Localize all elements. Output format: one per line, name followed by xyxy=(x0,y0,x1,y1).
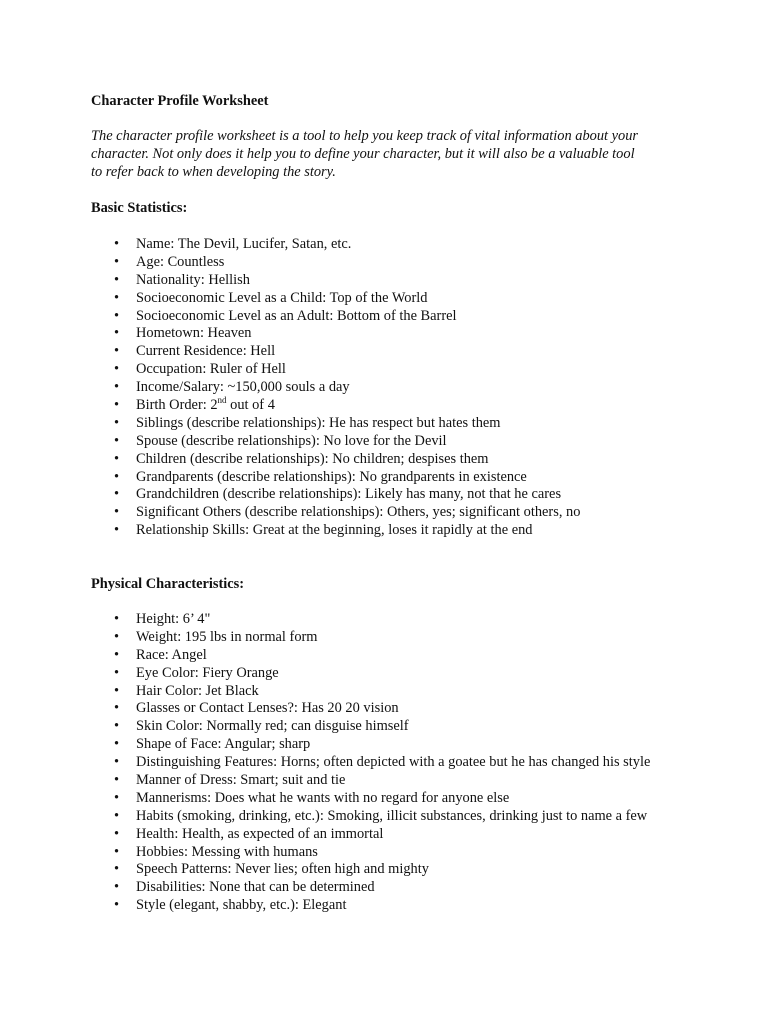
list-item-text: Mannerisms: Does what he wants with no regard for anyone else xyxy=(136,789,510,806)
list-item-text: Glasses or Contact Lenses?: Has 20 20 vision xyxy=(136,700,399,717)
intro-paragraph xyxy=(91,128,711,182)
bullet: • xyxy=(114,861,120,878)
list-item xyxy=(0,379,580,397)
list-item-text: Nationality: Hellish xyxy=(136,271,250,288)
list-item xyxy=(0,343,580,361)
list-item xyxy=(0,718,650,736)
intro-line: to refer back to when developing the story. xyxy=(91,163,336,180)
list-item xyxy=(0,700,650,718)
list-item-text: Income/Salary: ~150,000 souls a day xyxy=(136,379,350,396)
list-item-text xyxy=(136,397,275,413)
bullet: • xyxy=(114,432,120,449)
list-item xyxy=(0,272,580,290)
list-item xyxy=(0,736,650,754)
list-item-text: Relationship Skills: Great at the beginning, loses it rapidly at the end xyxy=(136,522,533,539)
list-item-text: Socioeconomic Level as an Adult: Bottom of the Barrel xyxy=(136,307,457,324)
list-item-text: Eye Color: Fiery Orange xyxy=(136,664,279,681)
list-item xyxy=(0,879,650,897)
birth-order-suffix: out of 4 xyxy=(226,397,275,414)
list-item xyxy=(0,361,580,379)
bullet: • xyxy=(114,468,120,485)
list-item-text: Distinguishing Features: Horns; often depicted with a goatee but he has changed his style xyxy=(136,754,651,771)
bullet: • xyxy=(114,879,120,896)
list-item xyxy=(0,290,580,308)
list-item xyxy=(0,844,650,862)
bullet: • xyxy=(114,343,120,360)
list-item-text: Children (describe relationships): No children; despises them xyxy=(136,450,489,467)
bullet: • xyxy=(114,397,120,414)
bullet: • xyxy=(114,307,120,324)
list-item xyxy=(0,308,580,326)
list-item-text: Name: The Devil, Lucifer, Satan, etc. xyxy=(136,236,352,252)
bullet: • xyxy=(114,253,120,270)
bullet: • xyxy=(114,718,120,735)
bullet: • xyxy=(114,646,120,663)
bullet: • xyxy=(114,754,120,771)
list-item-text: Health: Health, as expected of an immortal xyxy=(136,825,384,842)
list-item-text: Socioeconomic Level as a Child: Top of the World xyxy=(136,289,428,306)
list-item-text: Current Residence: Hell xyxy=(136,343,276,360)
list-item-text: Occupation: Ruler of Hell xyxy=(136,361,286,378)
list-item xyxy=(0,754,650,772)
basic-statistics-heading: Basic Statistics: xyxy=(91,200,188,216)
list-item xyxy=(0,451,580,469)
list-item-text: Weight: 195 lbs in normal form xyxy=(136,628,318,645)
bullet: • xyxy=(114,700,120,717)
bullet: • xyxy=(114,361,120,378)
list-item xyxy=(0,397,580,415)
intro-line: The character profile worksheet is a tool to help you keep track of vital information about your xyxy=(91,128,639,144)
list-item-text: Race: Angel xyxy=(136,646,207,663)
list-item-text: Hobbies: Messing with humans xyxy=(136,843,318,860)
list-item xyxy=(0,897,650,915)
list-item xyxy=(0,790,650,808)
bullet: • xyxy=(114,843,120,860)
bullet: • xyxy=(114,772,120,789)
list-item xyxy=(0,808,650,826)
bullet: • xyxy=(114,414,120,431)
list-item-text: Hometown: Heaven xyxy=(136,325,252,342)
list-item xyxy=(0,647,650,665)
ordinal-suffix: nd xyxy=(217,395,227,406)
list-item-text: Hair Color: Jet Black xyxy=(136,682,259,699)
list-item xyxy=(0,611,650,629)
list-item xyxy=(0,415,580,433)
bullet: • xyxy=(114,789,120,806)
bullet: • xyxy=(114,289,120,306)
bullet: • xyxy=(114,736,120,753)
list-item xyxy=(0,236,580,254)
list-item xyxy=(0,683,650,701)
bullet: • xyxy=(114,486,120,503)
list-item xyxy=(0,469,580,487)
list-item-text: Age: Countless xyxy=(136,253,225,270)
list-item-text: Shape of Face: Angular; sharp xyxy=(136,736,311,753)
list-item xyxy=(0,254,580,272)
birth-order-prefix: Birth Order: 2 xyxy=(136,397,218,414)
list-item-text: Speech Patterns: Never lies; often high and mighty xyxy=(136,861,429,878)
physical-characteristics-list xyxy=(0,611,650,915)
bullet: • xyxy=(114,611,120,627)
bullet: • xyxy=(114,682,120,699)
list-item-text: Significant Others (describe relationships): Others, yes; significant others, no xyxy=(136,504,581,521)
bullet: • xyxy=(114,271,120,288)
list-item-text: Disabilities: None that can be determined xyxy=(136,879,375,896)
bullet: • xyxy=(114,450,120,467)
list-item xyxy=(0,861,650,879)
bullet: • xyxy=(114,379,120,396)
list-item xyxy=(0,665,650,683)
bullet: • xyxy=(114,897,120,914)
list-item xyxy=(0,504,580,522)
bullet: • xyxy=(114,825,120,842)
document-title: Character Profile Worksheet xyxy=(91,93,269,109)
list-item-text: Skin Color: Normally red; can disguise himself xyxy=(136,718,409,735)
list-item-text: Manner of Dress: Smart; suit and tie xyxy=(136,772,346,789)
bullet: • xyxy=(114,664,120,681)
list-item xyxy=(0,629,650,647)
list-item-text: Grandparents (describe relationships): No grandparents in existence xyxy=(136,468,527,485)
bullet: • xyxy=(114,628,120,645)
list-item-text: Style (elegant, shabby, etc.): Elegant xyxy=(136,897,347,914)
bullet: • xyxy=(114,522,120,539)
list-item xyxy=(0,486,580,504)
list-item-text: Siblings (describe relationships): He has respect but hates them xyxy=(136,414,501,431)
bullet: • xyxy=(114,236,120,252)
list-item xyxy=(0,826,650,844)
bullet: • xyxy=(114,325,120,342)
bullet: • xyxy=(114,504,120,521)
list-item xyxy=(0,522,580,540)
intro-line: character. Not only does it help you to define your character, but it will also be a valuable tool xyxy=(91,145,635,162)
list-item-text: Height: 6’ 4" xyxy=(136,611,211,627)
bullet: • xyxy=(114,807,120,824)
basic-statistics-list xyxy=(0,236,580,540)
list-item xyxy=(0,433,580,451)
list-item-text: Grandchildren (describe relationships): Likely has many, not that he cares xyxy=(136,486,562,503)
list-item xyxy=(0,772,650,790)
physical-characteristics-heading: Physical Characteristics: xyxy=(91,576,245,592)
list-item-text: Habits (smoking, drinking, etc.): Smoking, illicit substances, drinking just to name a few xyxy=(136,807,648,824)
list-item-text: Spouse (describe relationships): No love for the Devil xyxy=(136,432,447,449)
list-item xyxy=(0,325,580,343)
